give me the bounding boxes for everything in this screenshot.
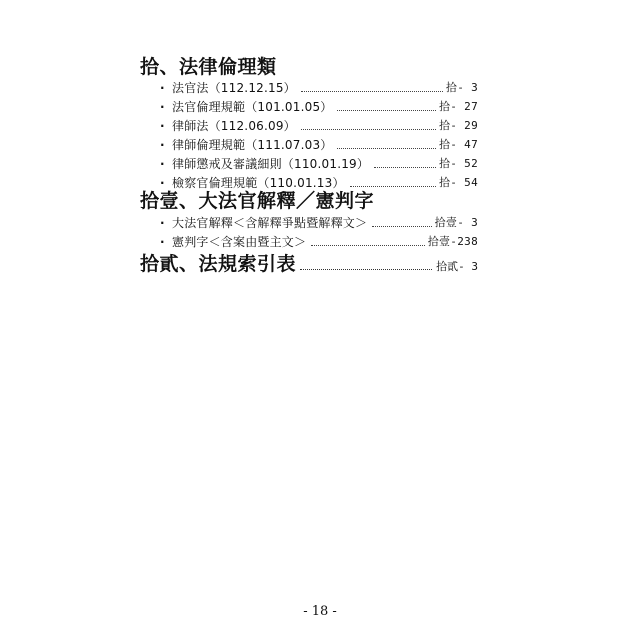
toc-entry-page: 拾- 29 (439, 119, 478, 132)
bullet: · (160, 100, 165, 114)
bullet: · (160, 235, 165, 249)
toc-entry[interactable] (160, 175, 478, 191)
toc-entry-statute-index[interactable] (140, 253, 478, 275)
bullet: · (160, 176, 165, 190)
dot-leader (300, 269, 432, 270)
bullet: · (160, 157, 165, 171)
section-heading-interpretations: 拾壹、大法官解釋／憲判字 (140, 190, 375, 212)
dot-leader (301, 91, 443, 92)
toc-entry-page: 拾貳- 3 (436, 260, 478, 273)
bullet: · (160, 119, 165, 133)
toc-entry-label: 律師法（112.06.09） (172, 119, 296, 133)
toc-entry-page: 拾- 47 (439, 138, 478, 151)
toc-entry-page: 拾壹-238 (427, 235, 478, 248)
section-heading-legal-ethics: 拾、法律倫理類 (140, 56, 277, 78)
toc-entry[interactable] (160, 99, 478, 115)
toc-entry-page: 拾壹- 3 (434, 216, 478, 229)
toc-entry-label: 律師懲戒及審議細則（110.01.19） (172, 157, 370, 171)
dot-leader (311, 245, 425, 246)
dot-leader (374, 167, 436, 168)
toc-entry[interactable] (160, 137, 478, 153)
toc-entry[interactable] (160, 215, 478, 231)
toc-entry-label: 法官倫理規範（101.01.05） (172, 100, 333, 114)
toc-entry-page: 拾- 52 (439, 157, 478, 170)
toc-entry-label: 憲判字＜含案由暨主文＞ (172, 235, 307, 249)
bullet: · (160, 138, 165, 152)
dot-leader (372, 226, 431, 227)
toc-entry-label: 大法官解釋＜含解釋爭點暨解釋文＞ (172, 216, 368, 230)
toc-entry-page: 拾- 27 (439, 100, 478, 113)
section-heading-statute-index: 拾貳、法規索引表 (140, 253, 297, 275)
toc-entry-page: 拾- 3 (445, 81, 478, 94)
dot-leader (301, 129, 436, 130)
toc-entry-label: 法官法（112.12.15） (172, 81, 296, 95)
bullet: · (160, 81, 165, 95)
toc-entry-page: 拾- 54 (439, 176, 478, 189)
toc-entry[interactable] (160, 156, 478, 172)
dot-leader (350, 186, 436, 187)
page-number: - 18 - (303, 604, 337, 619)
toc-entry-label: 律師倫理規範（111.07.03） (172, 138, 333, 152)
dot-leader (337, 148, 436, 149)
toc-entry-label: 檢察官倫理規範（110.01.13） (172, 176, 345, 190)
toc-entry[interactable] (160, 118, 478, 134)
bullet: · (160, 216, 165, 230)
toc-entry[interactable] (160, 80, 478, 96)
dot-leader (337, 110, 436, 111)
toc-entry[interactable] (160, 234, 478, 250)
